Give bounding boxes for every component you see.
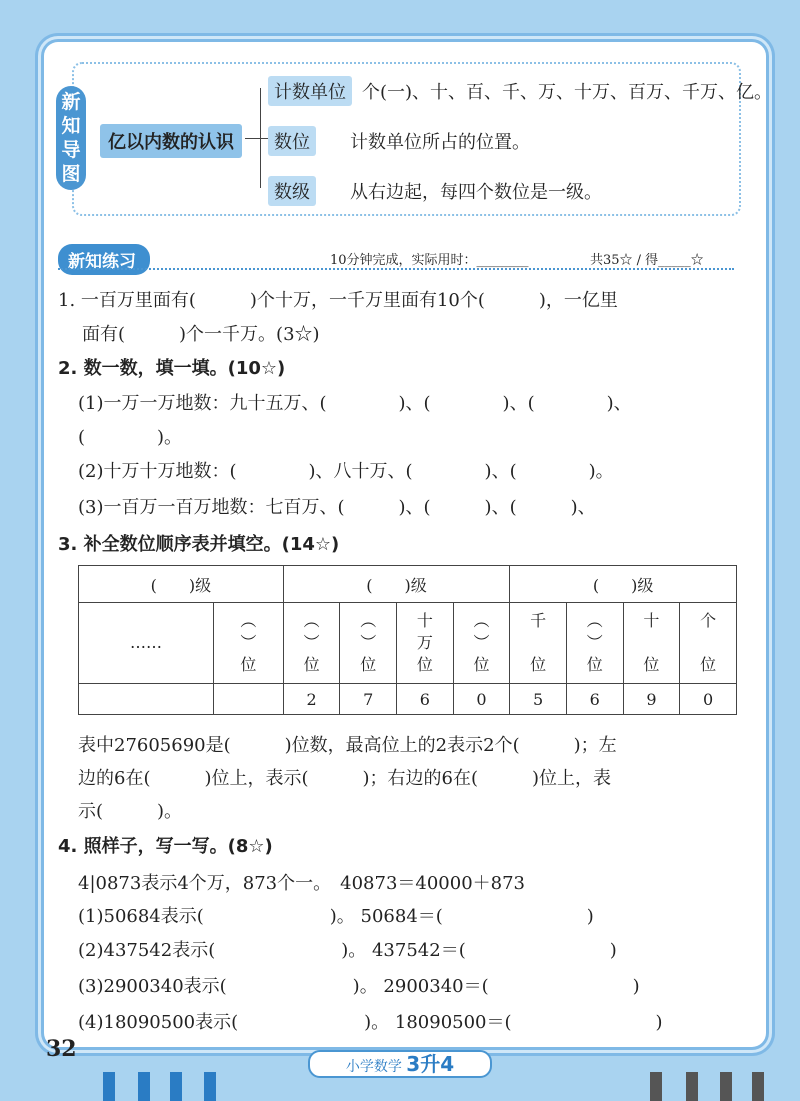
q1-line: 面有( )个一千万。(3☆) [82,324,320,345]
mindmap-tag: 新知导图 [56,86,86,190]
place-cell[interactable]: ︵ ︶ 位 [214,603,284,684]
branch-label: 数级 [268,176,316,206]
digit-cell: 9 [623,684,680,715]
deco-bar [752,1072,764,1101]
place-cell[interactable]: ︵ ︶ 位 [340,603,397,684]
score-note: 共35☆ / 得_____☆ [590,253,704,268]
page-number: 32 [46,1036,77,1062]
q4-line: (4)18090500表示( )。 18090500＝( ) [78,1012,663,1033]
deco-bar [170,1072,182,1101]
q2-title: 2. 数一数，填一填。(10☆) [58,358,286,379]
branch-label: 计数单位 [268,76,352,106]
place-cell[interactable]: 个 位 [680,603,737,684]
q2-line: (1)一万一万地数：九十五万、( )、( )、( )、 [78,393,632,414]
place-value-table [78,565,737,715]
deco-bar [138,1072,150,1101]
branch-label: 数位 [268,126,316,156]
digit-cell: 6 [566,684,623,715]
q3-line: 表中27605690是( )位数，最高位上的2表示2个( )；左 [78,735,617,756]
q4-line: (2)437542表示( )。 437542＝( ) [78,940,617,961]
q3-line: 示( )。 [78,801,183,822]
divider [58,268,734,270]
section-title: 新知练习 [58,244,150,275]
place-cell[interactable]: 千 位 [510,603,567,684]
place-cell[interactable]: …… [79,603,214,684]
branch-text: 计数单位所占的位置。 [350,132,530,153]
place-cell[interactable]: 十 万 位 [397,603,454,684]
place-cell[interactable]: ︵ ︶ 位 [283,603,340,684]
deco-bar [686,1072,698,1101]
digit-cell: 6 [397,684,454,715]
q4-title: 4. 照样子，写一写。(8☆) [58,836,273,857]
book-title: 小学数学 [345,1059,402,1075]
place-cell[interactable]: ︵ ︶ 位 [453,603,510,684]
level-cell[interactable]: ( )级 [79,566,284,603]
q2-line: (3)一百万一百万地数：七百万、( )、( )、( )、 [78,497,596,518]
q3-title: 3. 补全数位顺序表并填空。(14☆) [58,534,340,555]
deco-bar [204,1072,216,1101]
mindmap-title: 亿以内数的认识 [100,124,242,158]
digit-cell: 2 [283,684,340,715]
branch-text: 个(一)、十、百、千、万、十万、百万、千万、亿。 [362,82,773,103]
deco-bar [103,1072,115,1101]
digit-cell: 0 [680,684,737,715]
digit-cell: 7 [340,684,397,715]
level-cell[interactable]: ( )级 [510,566,737,603]
level-cell[interactable]: ( )级 [283,566,510,603]
q4-line: (1)50684表示( )。 50684＝( ) [78,906,594,927]
q2-line: ( )。 [78,427,183,448]
branch-text: 从右边起，每四个数位是一级。 [350,182,602,203]
place-cell[interactable]: 十 位 [623,603,680,684]
digit-cell: 0 [453,684,510,715]
q3-line: 边的6在( )位上，表示( )；右边的6在( )位上，表 [78,768,612,789]
digit-cell [214,684,284,715]
place-cell[interactable]: ︵ ︶ 位 [566,603,623,684]
deco-bar [650,1072,662,1101]
digit-cell: 5 [510,684,567,715]
footer-badge [308,1050,492,1078]
deco-bar [720,1072,732,1101]
grade-label: 3升4 [406,1052,455,1076]
digit-cell [79,684,214,715]
q1-line: 1. 一百万里面有( )个十万，一千万里面有10个( )，一亿里 [58,290,618,311]
q2-line: (2)十万十万地数：( )、八十万、( )、( )。 [78,461,614,482]
q4-line: (3)2900340表示( )。 2900340＝( ) [78,976,640,997]
time-note: 10分钟完成，实际用时：________ [330,253,529,268]
q4-line: 4|0873表示4个万，873个一。 40873＝40000＋873 [78,873,526,894]
